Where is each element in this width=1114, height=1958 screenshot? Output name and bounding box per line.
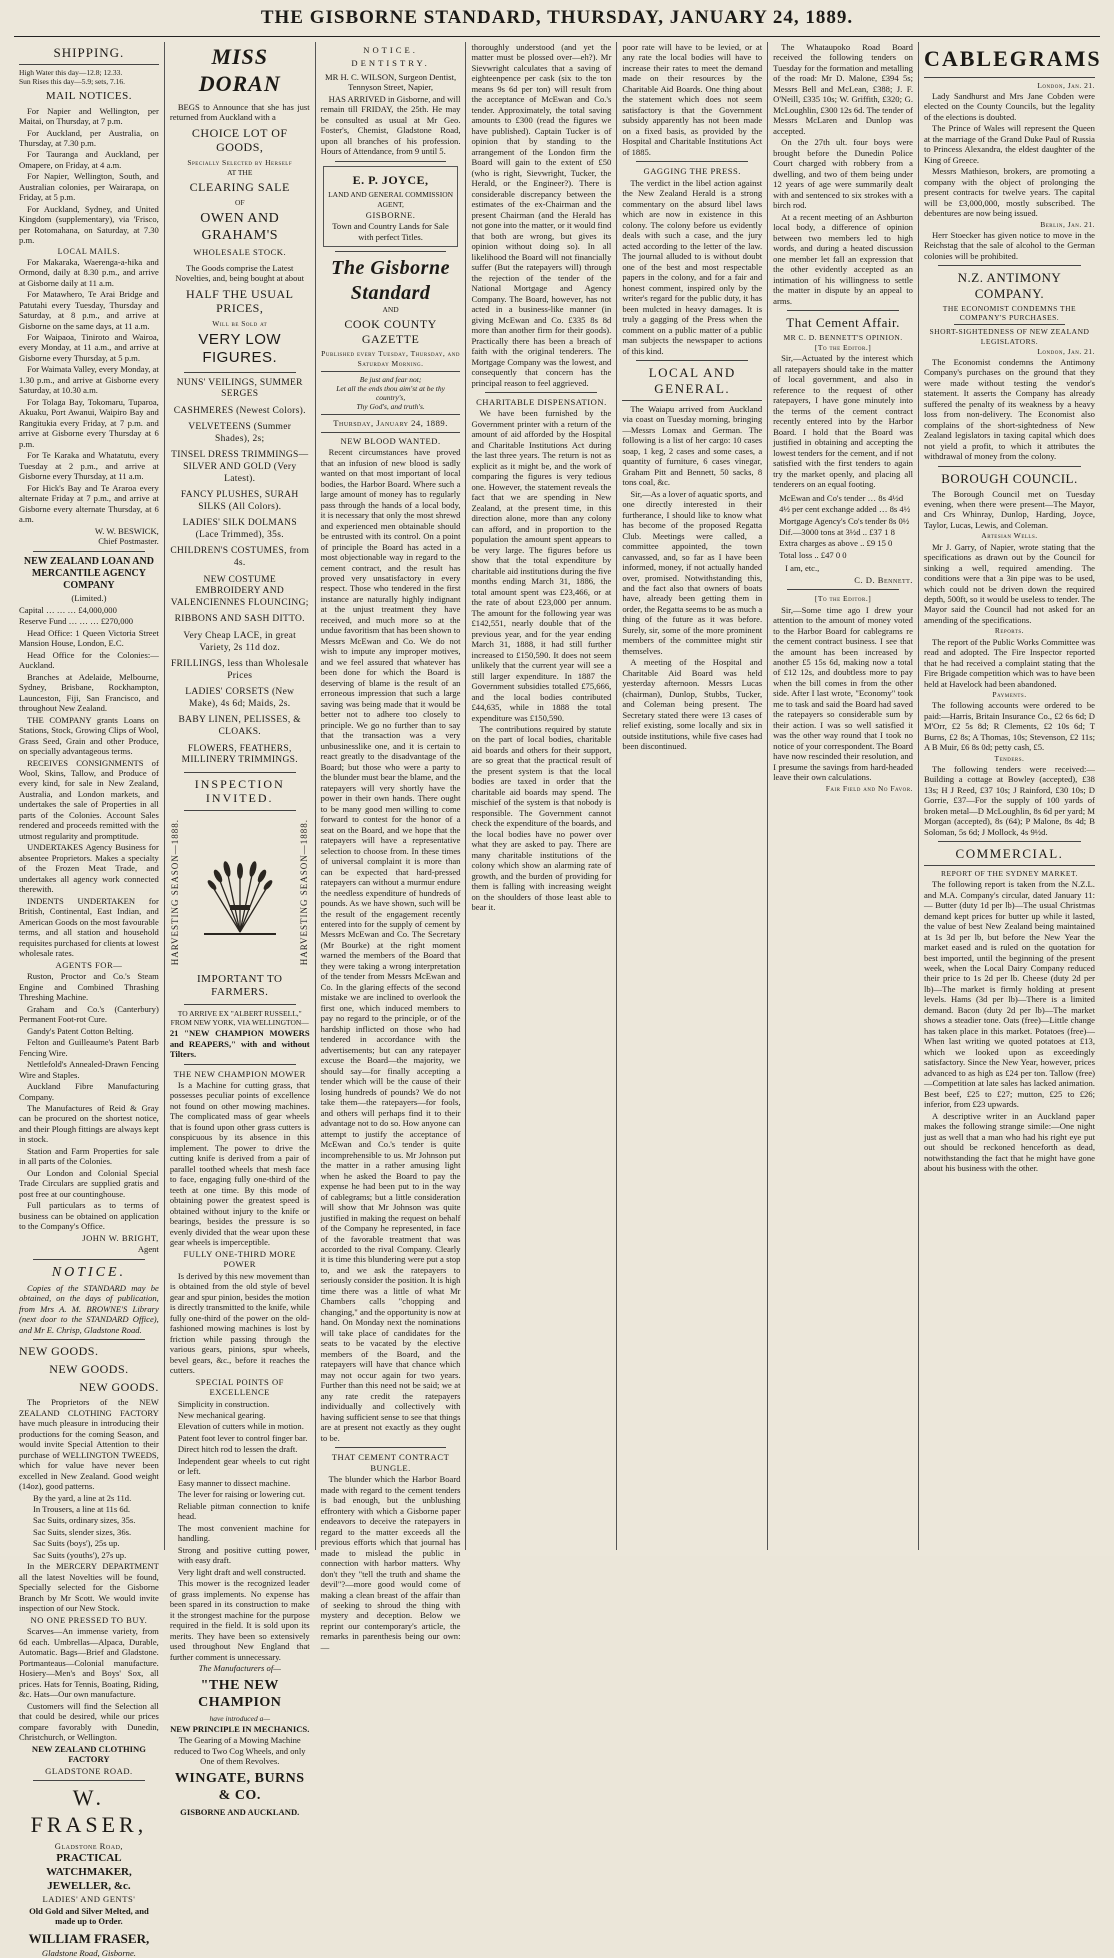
local-mail-item: For Makaraka, Waerenga-a-hika and Ormond, daily at 8.30 p.m., and arrive at Gisborne daily at 11 a.m. (19, 256, 159, 288)
charitable-text-2: The contributions required by statute on the part of local bodies, charitable aid boards and others for their support, are so great that the practical result of the present system is that the local bodies are taxed in order that the charitable aid boards may spend. The mischief of the system is that nobody is responsible. The Government cannot check the expenditure of the boards, and the local bodies have no power over what they are asked to pay. There are many charitable institutions of the colony which show an alarming rate of growth, and the burden of providing for them is falling with increasing weight on the shoulders of those least able to bear it. (471, 724, 612, 913)
mail-item: For Napier and Wellington, per Maitai, on Thursday, at 7 p.m. (19, 105, 159, 127)
doran-item: FANCY PLUSHES, SURAH SILKS (All Colors). (180, 490, 299, 512)
shipping-heading: SHIPPING. (53, 45, 125, 60)
paper-gazette: COOK COUNTY GAZETTE (344, 317, 437, 346)
rule (19, 64, 159, 65)
masthead-rule (14, 36, 1100, 37)
new-goods-1: NEW GOODS. (19, 1344, 99, 1359)
paper-title: The Gisborne Standard (331, 257, 450, 304)
rule (636, 161, 748, 162)
nzl-colony-office: Head Office for the Colonies:—Auckland. (19, 649, 159, 671)
special-item: Reliable pitman connection to knife head. (177, 1500, 310, 1522)
fraser-heading: W. FRASER, (30, 1785, 148, 1837)
champion-21: 21 "NEW CHAMPION MOWERS and REAPERS," with and without Tilters. (169, 1028, 310, 1060)
special-item: Simplicity in construction. (177, 1398, 270, 1409)
rule (184, 772, 296, 773)
doran-item: Very Cheap LACE, in great Variety, 2s 11d doz. (183, 630, 297, 653)
motto: Be just and fear not; Let all the ends thou aim'st at be thy country's, Thy God's, and truth's. (336, 374, 445, 412)
doran-goods-comprise: The Goods comprise the Latest Novelties, and, being bought at about (175, 262, 305, 284)
blood-heading: NEW BLOOD WANTED. (340, 435, 441, 446)
column-4 (466, 42, 617, 1550)
mercery-text: In the MERCERY DEPARTMENT all the latest Novelties will be found, Specially selected for the Gisborne Branch by Mr Scott. We would invite inspection of our New Stock. (19, 1561, 159, 1614)
cable-london-2: London, Jan. 21. (1037, 346, 1095, 356)
prices-list (19, 1493, 159, 1561)
rule (184, 810, 296, 811)
doran-item: FRILLINGS, less than Wholesale Prices (170, 659, 309, 681)
joyce-text: Town and Country Lands for Sale with perfect Titles. (332, 221, 449, 242)
cement-sig: I am, etc., (785, 563, 820, 574)
blood-text: Recent circumstances have proved that an infusion of new blood is sadly wanted on that most important of local bodies, the Harbor Board. Where such a large amount of money has to regularly pass through the hands of a local body, it is necessary that only the most shrewd and experienced men obtainable should be entrusted with its control. On a point of principle the Board has acted in a most objectionable way in regard to the cement contract, and the result has proved very unsatisfactory in every respect. Those who tendered in the first instance are naturally highly indignant at the unjust treatment they have received, and much more so at the undue favoritism that has been shown to Messrs McEwan and Co. We do not wish to impute any improper motives, and we feel assured that whatever has been done for which the Board is deserving of blame is the result of an erroneous impression that such a large saving was being made that it would be better not to adhere too closely to principle. We go no further than to say that the transaction was a very unbusinesslike one, and it is certain to react greatly to the disadvantage of the Board; but those who were a party to the blunder must bear the blame, and the ratepayers will very shortly have the power in their own hands. There ought to be many good men willing to come forward to contest for the honor of a seat on the Board, and we hope that the ratepayers will have a representative selection to choose from. In these times of universal complaint it is more than can be expected that hard-pressed ratepayers can without a murmur endure the needless expenditure of hundreds of pounds. As we have shown, such will be the result of the engagement recently entered into for the supply of cement by Messrs McEwan and Co. The Secretary (Mr Bourke) at the right moment warned the members of the Board that they were taking a wrong interpretation of the tender from Messrs McEwan and Co. In the glaring effects of the second mistake we are inclined to overlook the first one, which induced members to pay no regard to the principle, or of the hardship inflicted on those who had tendered in accordance with the advertisements; but can any ratepayer excuse the Board—the majority, we should say—for finally accepting a tender which will be the cause of their losing hundreds of pounds? We do not take them—the ratepayers—for fools, and others will perhaps find it to their advantage not to do so. How anyone can attempt to justify the acceptance of McEwan and Co.'s tender is quite incomprehensible to us. Mr Johnson put the matter in a rather amusing light when he asked the Board to pay the expense he had been put to in the way of cablegrams; but a little consideration will show that Mr Johnson was quite justified in making the request on behalf of the Company he represented, in face of the favorable treatment that was accorded to the rival Company. Clearly it is time this blundering were put a stop to, and we ask the ratepayers to seriously consider the position. It is high time there was a little of what Mr Chambers calls "chopping and changing," and the opportunity is now at hand. On Monday next the nominations will take place of candidates for the seats to be vacated by the elective members of the Board, and the ratepayers will have that chance which may not occur again for two years. Further than this need not be said; we at any rate credit the ratepayers individually and collectively with having sufficient sense to see that things are at present not exactly as they ought to be. (320, 447, 461, 1443)
doran-item: FLOWERS, FEATHERS, MILLINERY TRIMMINGS. (181, 743, 298, 766)
dentistry-heading: DENTISTRY. (351, 58, 430, 69)
local-mail-item: For Te Karaka and Whatatutu, every Tuesday at 2 p.m., and arrive at Gisborne every Thursday, at 11 a.m. (19, 450, 159, 482)
rule (335, 1447, 447, 1448)
agent-item: Nettlefold's Annealed-Drawn Fencing Wire and Staples. (19, 1059, 159, 1080)
column-6 (768, 42, 919, 1550)
doran-intro: BEGS to Announce that she has just returned from Auckland with a (169, 101, 310, 123)
fraser-signature-road: Gladstone Road, Gisborne. (41, 1947, 136, 1958)
mail-item: For Napier, Wellington, South, and Australian colonies, per Wairarapa, on Friday, at 5 p.m. (19, 171, 159, 203)
c3-notice-heading: NOTICE. (363, 45, 418, 55)
goods-list: Scarves—An immense variety, from 6d each. Umbrellas—Alpaca, Durable, Automatic. Bags—Brief and Gladstone. Portmanteaus—Colonial manufacture. Hosiery—Men's and Boys' Sox, all prices. Hats for Tennis, Boating, Riding, &c. Hats—Our own manufacture. (19, 1626, 159, 1700)
special-item: Easy manner to dissect machine. (177, 1477, 291, 1488)
letter2-to: [To the Editor.] (814, 594, 872, 604)
rule (335, 251, 447, 252)
wheat-sheaf-icon (200, 847, 280, 937)
mail-item: For Auckland, Sydney, and United Kingdom (supplementary), via 'Frisco, per Rotomahana, on Saturday, at 7.30 p.m. (19, 203, 159, 246)
borough-text: The Borough Council met on Tuesday evening, when there were present—The Mayor, and Crs Whinray, Dunlop, Harding, Joyce, Taylor, Lucas, Lewis, and Coleman. (923, 488, 1095, 530)
cable-4: Herr Stoecker has given notice to move in the Reichstag that the sale of alcohol to the German colonies will be prohibited. (923, 229, 1095, 261)
local-mail-item: For Waipaoa, Tiniroto and Wairoa, every Monday, at 11 a.m., and arrive at Gisborne every Thursday, at 5 p.m. (19, 331, 159, 363)
none-pressed: NO ONE PRESSED TO BUY. (30, 1614, 148, 1625)
price-item: By the yard, a line at 2s 11d. (33, 1492, 132, 1503)
cement-sig-name: C. D. Bennett. (854, 574, 913, 585)
special-heading: SPECIAL POINTS OF EXCELLENCE (195, 1376, 284, 1398)
new-principle: NEW PRINCIPLE IN MECHANICS. (170, 1723, 310, 1734)
agent-item: Gandy's Patent Cotton Belting. (27, 1025, 134, 1036)
nzl-manufactures: The Manufactures of Reid & Gray can be procured on the shortest notice, and their Plough fittings are always kept in stock. (19, 1103, 159, 1145)
doran-selected: Specially Selected by Herself (187, 157, 293, 167)
doran-of: OF (234, 197, 245, 207)
column-3 (316, 42, 467, 1652)
wingate-name: WINGATE, BURNS & CO. (174, 1770, 305, 1803)
c6-text-2: On the 27th ult. four boys were brought before the Dunedin Police Court charged with robbery from a dwelling, and two of them being under 12 years of age were summarily dealt with and sentenced to six strokes with a birch rod. (773, 137, 913, 211)
cable-2: The Prince of Wales will represent the Queen at the marriage of the Grand Duke Paul of Russia to Princess Alexandra, the eldest daughter of the King of Greece. (923, 123, 1095, 165)
nzcf-text: The Proprietors of the NEW ZEALAND CLOTHING FACTORY have much pleasure in introducing their productions for the coming Season, and would invite Special Attention to their purchase of WELLINGTON TWEEDS, which for value have never been excelled in New Zealand. Good weight (14oz), good patterns. (19, 1397, 159, 1492)
c6-text-1: The Whataupoko Road Board received the following tenders on Tuesday for the formation and metalling of the road: Mr D. Malone, £394 5s; Messrs Bell and McLean, £388; J. F. O'Neill, £335 10s; W. Griffith, £320; G. McLoughlin, £300 12s 6d. The tender of Messrs McLaren and Dunlop was accepted. (773, 42, 913, 136)
agent-item: Felton and Guilleaume's Patent Barb Fencing Wire. (19, 1037, 159, 1058)
nzl-reserve: Reserve Fund … … … £270,000 (19, 616, 134, 627)
gagging-text: The verdict in the libel action against the New Zealand Herald is a strong commentary on the absurd libel laws which are now in existence in this colony. The colony before us evidently deals with such a case, and the jury acted according to the letter of the law. The journal alluded to is without doubt one of the best and most respectable papers in the colony, and for a fair and honest comment, inspired only by the writer's regard for the public duty, it has been mulcted in heavy damages. It is truly a gagging of the Press when the comment on a public matter of a public man subjects the newspaper to actions of this kind. (622, 177, 763, 356)
agent-name: JOHN W. BRIGHT, (82, 1232, 159, 1243)
nzl-company-text: THE COMPANY grants Loans on Stations, Stock, Growing Clips of Wool, Grass Seed, Grain and other Produce, on specially advantageous terms. (19, 714, 159, 757)
new-goods-2: NEW GOODS. (49, 1361, 129, 1376)
doran-half-usual: HALF THE USUAL PRICES, (186, 286, 294, 316)
important-farmers: IMPORTANT TO FARMERS. (197, 972, 283, 999)
harvest-stamp-right: HARVESTING SEASON—1888. (298, 818, 309, 966)
doran-choice: CHOICE LOT OF GOODS, (191, 125, 288, 155)
rule (938, 265, 1081, 266)
special-item: Patent foot lever to control finger bar. (177, 1432, 308, 1443)
antimony-sub-2: SHORT-SIGHTEDNESS OF NEW ZEALAND LEGISLATORS. (929, 327, 1090, 346)
doran-item: RIBBONS AND SASH DITTO. (174, 614, 305, 625)
doran-item: VELVETEENS (Summer Shades), 2s; (188, 422, 292, 444)
local-mail-item: For Waimata Valley, every Monday, at 1.30 p.m., and arrive at Gisborne every Saturday, at 10.30 a.m. (19, 364, 159, 396)
borough-heading: BOROUGH COUNCIL. (941, 470, 1078, 486)
rule (924, 77, 1095, 78)
cement-affair-to: [To the Editor.] (814, 343, 872, 353)
notice-text: Copies of the STANDARD may be obtained, on the days of publication, from Mrs A. M. BROWNE'S Library (next door to the STANDARD Office), and Mr E. Chrisp, Gladstone Road. (19, 1282, 159, 1335)
paper-and: AND (382, 304, 399, 314)
mail-heading: MAIL NOTICES. (45, 90, 132, 103)
doran-item: NUNS' VEILINGS, SUMMER SERGES (176, 377, 303, 400)
column-2 (165, 42, 316, 1818)
price-item: In Trousers, a line at 11s 6d. (33, 1504, 131, 1514)
rule (954, 324, 1065, 325)
issue-date: Thursday, January 24, 1889. (333, 418, 448, 429)
rule (33, 1259, 145, 1260)
wilson-name: MR H. C. WILSON, Surgeon Dentist, Tennyson Street, Napier, (324, 71, 457, 93)
doran-items (170, 378, 310, 767)
special-item: The most convenient machine for handling. (177, 1522, 310, 1544)
harvest-stamp (170, 817, 310, 967)
price-item: Sac Suits, slender sizes, 36s. (33, 1526, 132, 1537)
nzl-heading: NEW ZEALAND LOAN AND MERCANTILE AGENCY COMPANY (23, 555, 154, 592)
commercial-heading: COMMERCIAL. (955, 846, 1064, 862)
charitable-heading: CHARITABLE DISPENSATION. (476, 396, 607, 407)
cable-3: Messrs Mathieson, brokers, are promoting a company with the object of prolonging the present contracts for twelve years. The capital will be £3,000,000, mostly subscribed. The debentures are now being issued. (923, 166, 1095, 219)
nzl-station: Station and Farm Properties for sale in all parts of the Colonies. (19, 1145, 159, 1167)
nzl-particulars: Full particulars as to terms of business can be obtained on application to the Company's Office. (19, 1200, 159, 1232)
antimony-heading: N.Z. ANTIMONY COMPANY. (957, 270, 1062, 302)
nzl-circulars: Our London and Colonial Special Trade Circulars are supplied gratis and post free at our countinghouse. (19, 1167, 159, 1199)
nzl-indents: INDENTS UNDERTAKEN for British, Continental, East Indian, and American Goods on the most favourable terms, and all station and household requisites purchased for clients at lowest wholesale rates. (19, 895, 159, 959)
agents-list (19, 971, 159, 1102)
sydney-text: The following report is taken from the N.Z.L. and M.A. Company's circular, dated January 11:— Butter (duty 1d per lb)—The usual Christmas demand kept prices for butter up while it lasted, the value of best New Zealand being maintained at 1s 3d per lb, but before the New Year the market eased and is ruled on the quotation for best imported, until the beginning of the present week, when the Local Dairy Company reduced their price to 1s 2d per lb. Cheese (duty 2d per lb)—The market is firmly holding at present levels. Hams (3d per lb)—There is a limited demand. Bacon (duty 2d per lb)—The market shows a steadier tone. Oats (free)—Little change has taken place in this market. Potatoes (free)—When last writing we quoted potatoes at £13, which we looked upon as exceedingly satisfactory. Since the New Year, however, prices advanced to as high as £24 per ton. Tallow (free)—Competition at late sales has lacked animation. Best beef, £25 to £27; mutton, £25 to £26; inferior, from £23 upwards. (923, 879, 1095, 1110)
rule (938, 841, 1081, 842)
recognized-text: This mower is the recognized leader of grass implements. No expense has been spared in its construction to make it the strongest machine for the purpose required in the field. It is sold upon its merits. They have been so extensively used throughout New England that further comment is unnecessary. (169, 1578, 310, 1662)
fraser-ladies: LADIES' AND GENTS' (42, 1894, 136, 1905)
doran-heading: MISS DORAN (198, 44, 281, 96)
rule (335, 161, 447, 162)
local-mail-list (19, 257, 159, 525)
fraser-signature: WILLIAM FRASER, (28, 1930, 150, 1946)
champion-name: "THE NEW CHAMPION (198, 1677, 282, 1710)
joyce-town: GISBORNE. (365, 209, 416, 220)
local-text-1: The Waiapu arrived from Auckland via coast on Tuesday morning, bringing—Messrs Lomax and German. The following is a list of her cargo: 10 cases soap, 1 keg, 2 cases and some cases, a quantity of furniture, 6 cases vinegar, Graham Pitt and Bennett, 50 sacks, 8 tons coal, &c. (622, 403, 763, 488)
special-item: Direct hitch rod to lessen the draft. (177, 1444, 298, 1455)
rule (485, 392, 597, 393)
rule (184, 1004, 296, 1005)
gagging-heading: GAGGING THE PRESS. (643, 166, 741, 177)
joyce-box (323, 166, 459, 247)
calc-line: Total loss .. £47 0 0 (779, 549, 847, 560)
doran-at-the: AT THE (227, 168, 253, 178)
column-1 (14, 42, 165, 1958)
nzcf-road: GLADSTONE ROAD. (45, 1765, 133, 1776)
price-item: Sac Suits (youths'), 27s up. (33, 1549, 127, 1560)
c4-cont-text: thoroughly understood (and yet the matter must be plossed over—eh?). Mr Sievwright calculates that a saving of eighteenpence per cask (six to the ton means 9s 6d per ton) will result from the acceptance of McEwan and Co.'s tender. Approximately, the total saving amounts to £300 (read the figures we have published). Captain Tucker is of opinion that by standing to the arrangement of the London firm the Board will gain to the extent of £50 (who is right, Sievwright, Tucker, the Herald, or the Engineer?). There is considerable discrepancy between the estimates of the ex-Chairman and the present Chairman (and the Herald has not gone into the matter, or it would find that both are wrong, but gives its opinion without doing so). In all likelihood the Board will not financially suffer (But the ratepayers will) through the rejection of the tender of the National Mortgage and Agency Company. The Board, however, has not acted in a business-like manner (in giving McEwan and Co. £335 8s 8d more than another firm for their goods). Practically there has been a breach of faith with the original tenderers. The Mortgage Company was the lowest, and consequently that concern has the principal reason to feel aggrieved. (471, 42, 612, 388)
gearing-text: The Gearing of a Mowing Machine reduced to Two Cog Wheels, and only One of them Revolves. (173, 1735, 306, 1767)
column-7 (919, 42, 1100, 1550)
nzcf-name: NEW ZEALAND CLOTHING FACTORY (31, 1743, 146, 1765)
cable-1: Lady Sandhurst and Mrs Jane Cobden were elected on the County Councils, but the legality of the elections is doubted. (923, 90, 1095, 122)
agent-item: Auckland Fibre Manufacturing Company. (19, 1081, 159, 1102)
rule (787, 589, 899, 590)
doran-owen: OWEN AND GRAHAM'S (200, 210, 280, 243)
reports-text: The report of the Public Works Committee was read and adopted. The Fire Inspector reported that he had received a complaint stating that the Fire Brigade competition which was to have been held at Havelock had been abandoned. (923, 636, 1095, 689)
letter2-text: Sir,—Some time ago I drew your attention to the amount of money voted to the Harbor Board for cablegrams re the cement contract business. I see that the amount has been increased by another £5 15s 6d, making now a total of £12 12s, and doubtless more to pay when the bill comes in from the other side. After I last wrote, "Economy" took me to task and said the Board had saved the ratepayers so considerable sum by their action. I was so well satisfied it was the other way round that I took no notice of your correspondent. The Board have now rescinded their resolution, and I presume the savings from hard-headed leave their own calculations. (773, 604, 913, 783)
doran-inspection: INSPECTION INVITED. (194, 776, 285, 806)
payments-heading: Payments. (992, 690, 1027, 700)
special-list (170, 1399, 310, 1578)
cablegrams-heading: CABLEGRAMS (923, 46, 1102, 71)
reports-heading: Reports. (994, 626, 1025, 636)
rule (33, 551, 145, 552)
mower-text: Is a Machine for cutting grass, that possesses peculiar points of excellence not found on other mowing machines. The complicated mass of gear wheels that is found upon other grass cutters is conspicuous by its absence in this implement. The power to drive the cutting knife is derived from a pair of parallel toothed wheels that mesh face to face, engaging fully one-third of the teeth at one time. By this mode of obtaining power the greatest speed is obtained without injury to the knife or bearings, besides the pressure is so evenly divided that the wear upon these gear wheels is imperceptible. (169, 1079, 310, 1248)
calc-line: Dif.—3000 tons at 3½d .. £37 1 8 (779, 527, 895, 537)
cement-affair-sub: MR C. D. BENNETT'S OPINION. (783, 332, 903, 342)
local-heading: LOCAL AND GENERAL. (648, 365, 736, 396)
columns (14, 42, 1102, 1958)
fraser-trade-2: JEWELLER, &c. (47, 1880, 131, 1893)
last-text: A descriptive writer in an Auckland paper makes the following strange simile:—One night just as well that a man who had his right eye put out should be reckoned henceforth as dead, notwithstanding the fact that he might have gone about his business with the other. (923, 1110, 1095, 1174)
rule (321, 414, 461, 415)
harvest-stamp-left: HARVESTING SEASON—1888. (169, 818, 180, 966)
rule (33, 1780, 145, 1781)
rule (184, 1064, 296, 1065)
masthead-title: THE GISBORNE STANDARD, THURSDAY, JANUARY 24, 1889. (260, 7, 854, 28)
calc-line: Mortgage Agency's Co's tender 8s 0½ (779, 515, 910, 526)
joyce-name: E. P. JOYCE, (352, 172, 429, 187)
cable-london-1: London, Jan. 21. (1037, 80, 1095, 90)
letter2-sig: Fair Field and No Favor. (825, 783, 913, 793)
price-item: Sac Suits (boys'), 25s up. (33, 1538, 120, 1549)
rule (622, 400, 762, 401)
calc-line: McEwan and Co's tender … 8s 4½d (779, 492, 904, 503)
sydney-heading: REPORT OF THE SYDNEY MARKET. (941, 868, 1078, 878)
doran-wholesale: WHOLESALE STOCK. (193, 247, 287, 258)
calc-list (773, 493, 913, 561)
cement-affair-text: Sir,—Actuated by the interest which all ratepayers should take in the matter of local government, and also in reference to the request of other ratepayers, I have gone minutely into the terms of the cement contract recently entered into by the Harbor Board. I hold that the Board was justified in obtaining and accepting the lowest tenders for the cement, and if not satisfied with the first tenders to again try the market openly, and placing all tenderers on an equal footing. (773, 353, 913, 490)
calc-line: Extra charges as above .. £9 15 0 (779, 538, 893, 549)
tenders-heading: Tenders. (994, 753, 1025, 763)
paper-pub: Published every Tuesday, Thursday, and Saturday Morning. (321, 349, 460, 368)
local-mail-item: For Matawhero, Te Arai Bridge and Patutahi every Tuesday, Thursday and Saturday, at 8 p.m., and arrive at Gisborne on the same days, at 11 a.m. (19, 289, 159, 331)
column-5 (617, 42, 768, 1550)
mail-item: For Tauranga and Auckland, per Omapere, on Friday, at 4 a.m. (19, 149, 159, 170)
rule (321, 371, 461, 372)
champion-sub: have introduced a— (209, 1713, 271, 1723)
nzl-limited: (Limited.) (71, 593, 107, 604)
onethird-text: Is derived by this new movement than is obtained from the old style of bevel gear and spur pinion, besides the motion is directly transmitted to the knife, while fully one-third of the power on the old-fashioned mowing machines is lost by friction while passing through the various gears, pinions, spur wheels, bevel gears, &c., before it reaches the cutters. (169, 1270, 310, 1376)
artesian-heading: Artesian Wells. (981, 531, 1038, 541)
doran-item: NEW COSTUME EMBROIDERY AND VALENCIENNES FLOUNCING; (170, 574, 309, 608)
rule (321, 432, 461, 433)
doran-item: CASHMERES (Newest Colors). (173, 405, 306, 416)
customers-text: Customers will find the Selection all that could be desired, while our prices compare favorably with Dunedin, Christchurch, or Wellington. (19, 1700, 159, 1743)
local-mail-item: For Hick's Bay and Te Araroa every alternate Friday at 7 p.m., and arrive at Gisborne every alternate Thursday, at 6 a.m. (19, 482, 159, 525)
doran-item: LADIES' SILK DOLMANS (Lace Trimmed), 35s. (182, 518, 297, 540)
nzl-branches: Branches at Adelaide, Melbourne, Sydney, Brisbane, Rockhampton, Launceston, Fiji, San Francisco, and throughout New Zealand. (19, 671, 159, 714)
masthead (14, 6, 1100, 42)
price-item: Sac Suits, ordinary sizes, 35s. (33, 1515, 136, 1526)
special-item: The lever for raising or lowering cut. (177, 1489, 306, 1500)
doran-will-be: Will be Sold at (212, 318, 268, 328)
mower-heading: THE NEW CHAMPION MOWER (173, 1068, 306, 1079)
agent-item: Ruston, Proctor and Co.'s Steam Engine and Combined Thrashing Threshing Machine. (19, 971, 159, 1003)
special-item: Elevation of cutters while in motion. (177, 1421, 304, 1432)
local-mail-item: For Tolaga Bay, Tokomaru, Tuparoa, Akuaku, Port Awanui, Waipiro Bay and Rangitukia every Friday, at 7 p.m. and arrive at Gisborne every Thursday at 6 p.m. (19, 396, 159, 449)
mail-list (19, 106, 159, 246)
rule (636, 360, 748, 361)
new-goods-3: NEW GOODS. (79, 1379, 159, 1394)
agent-title: Agent (137, 1244, 159, 1255)
rule (924, 865, 1095, 866)
nzl-receives: RECEIVES CONSIGNMENTS of Wool, Skins, Tallow, and Produce of every kind, for sale in New Zealand, Australia, and London markets, and undertakes the sale of Properties in all parts of the Colonies. Account Sales rendered and proceeds remitted with the utmost regularity and promptitude. (19, 757, 159, 841)
local-text-2: Sir,—As a lover of aquatic sports, and one directly interested in their furtherance, I should like to know what has become of the proposed Regatta Club. Meetings were called, a committee appointed, the town canvassed, and, so far as I have been informed, money, if not actually handed over, promised. Notwithstanding this, and the fact also that owners of boats have, already been getting them in order, the Regatta seems to be as much a thing of the future as it was before. Surely, sir, some of the more prominent members of the committee might stir themselves. (622, 488, 763, 656)
wingate-sub: GISBORNE AND AUCKLAND. (180, 1807, 300, 1818)
agent-item: Graham and Co.'s (Canterbury) Permanent Foot-rot Cure. (19, 1003, 159, 1025)
rule (184, 372, 296, 373)
rule (33, 1339, 145, 1340)
artesian-text: Mr J. Garry, of Napier, wrote stating that the specifications as drawn out by the Council for sinking a well, required amending. The conditions were that a 3in pipe was to be used, which could not be driven down the required depth, 500ft, so it would be useless to tender. The Mayor said the Council had not asked for an amending of the specifications. (923, 541, 1095, 625)
rule (938, 466, 1081, 467)
doran-item: CHILDREN'S COSTUMES, from 4s. (170, 546, 310, 569)
postmaster: W. W. BESWICK, Chief Postmaster. (94, 525, 159, 547)
wilson-text: HAS ARRIVED in Gisborne, and will remain till FRIDAY, the 25th. He may be consulted as usual at Mr Geo. Foster's, Chemist, Gladstone Road, upon all branches of his profession. Hours of Attendance, from 9 until 5. (320, 93, 461, 157)
tenders-text: The following tenders were received:—Building a cottage at Bowley (accepted), £38 13s; H J Reed, £37 10s; J Rainford, £30 10s; D Gorrie, £37—For the supply of 100 yards of broken metal—D McLoughlin, 8s 6d per yard; M Morgan (accepted), 8s (64); P Malone, 8s 4d; B Soloman, 5s 6d; J Mollock, 4s 9½d. (923, 763, 1095, 837)
special-item: New mechanical gearing. (177, 1410, 266, 1420)
nzl-head-office: Head Office: 1 Queen Victoria Street Mansion House, London, E.C. (19, 627, 159, 649)
onethird-heading: FULLY ONE-THIRD MORE POWER (183, 1248, 296, 1270)
nzl-capital: Capital … … … £4,000,000 (19, 604, 117, 615)
antimony-sub: THE ECONOMIST CONDEMNS THE COMPANY'S PURCHASES. (942, 304, 1077, 323)
special-item: Strong and positive cutting power, with easy draft. (177, 1544, 310, 1566)
manufacturers: The Manufacturers of— (198, 1663, 281, 1674)
calc-line: 4½ per cent exchange added … 8s 4½ (779, 504, 911, 515)
fraser-road: Gladstone Road, (54, 1840, 124, 1851)
fraser-trade-1: PRACTICAL WATCHMAKER, (46, 1852, 132, 1878)
fraser-gold: Old Gold and Silver Melted, and made up to Order. (29, 1905, 149, 1927)
charitable-text: We have been furnished by the Government printer with a return of the amount of aid afforded by the Hospital and Charitable Institutions Act during the last three years. The return is not as explicit as it might be, and the work of comparing the figures is very tedious one. However, the statement reveals the fact that we are spending in New Zealand, at the present time, in this direction alone, more than any colony can afford, and in proportion to the population the amount spent appears to be very large. The figures before us show that the total expenditure by charitable aid institutions during the five months ending March 31, 1886, the total amount spent was £23,466, or at the rate of about £23,000 per annum. The amount for the following year was £142,551, nearly double that of the previous year, and for the year ending March 31, 1888, it had still further increased to £150,590. It does not seem unlikely that the current year will see a still larger expenditure. In 1887 the Government subsidies totalled £75,666, and the local bodies contributed £44,635, while in 1888 the total expenditure was £150,590. (471, 408, 612, 723)
mail-item: For Auckland, per Australia, on Thursday, at 7.30 p.m. (19, 127, 159, 148)
special-item: Very light draft and well constructed. (177, 1566, 306, 1577)
c6-text-3: At a recent meeting of an Ashburton local body, a difference of opinion between two members led to high words, and during a heated discussion one member let fall an expression that the other evidently accepted as an intimation of his willingness to settle the matter in dispute by an appeal to arms. (773, 211, 913, 306)
nzl-undertakes: UNDERTAKES Agency Business for absentee Proprietors. Makes a specialty of the Frozen Meat Trade, and undertakes all agency work connected therewith. (19, 842, 159, 895)
c5-text-1: poor rate will have to be levied, or at any rate the local bodies will have to increase their rates to meet the demand made on their resources by the Charitable Aid Boards. One thing about the statement which does not seem satisfactory is that the Government subsidy apparently has not been made on a fixed basis, as provided by the Hospital and Charitable Institutions Act of 1885. (622, 42, 763, 157)
doran-clearing: CLEARING SALE (189, 180, 290, 195)
notice-heading: NOTICE. (51, 1264, 127, 1280)
cement-text: The blunder which the Harbor Board made with regard to the cement tenders is bad enough, but the unblushing effrontery with which a Gisborne paper endeavors to deceive the ratepayers in regard to the matter exceeds all the previous efforts which that journal has made to mislead the public in connection with harbor matters. Why don't they "tell the truth and shame the devil"?—more good would come of making a clean breast of the affair than of seeking to shroud the thing with mystery and deception. Below we reprint our contemporary's article, the remarks in parenthesis being our own:— (320, 1474, 461, 1652)
special-item: Independent gear wheels to cut right or left. (177, 1455, 310, 1477)
doran-item: LADIES' CORSETS (New Make), 4s 6d; Maids, 2s. (185, 687, 295, 709)
arrive-ex: TO ARRIVE EX "ALBERT RUSSELL," FROM NEW YORK, VIA WELLINGTON— (170, 1008, 309, 1027)
doran-item: TINSEL DRESS TRIMMINGS—SILVER AND GOLD (Very Latest). (171, 450, 309, 484)
tides: High Water this day—12.8; 12.33. Sun Rises this day—5.9; sets, 7.16. (19, 67, 126, 86)
cable-berlin: Berlin, Jan. 21. (1040, 219, 1095, 229)
cement-heading: THAT CEMENT CONTRACT BUNGLE. (331, 1452, 450, 1473)
antimony-text: The Economist condemns the Antimony Company's purchases on the ground that they were made without testing the vendor's statement. It asserts the Company has already suffered the penalty of its weakness by a heavy loss from non-delivery. The Economist also complains of the short-sightedness of New Zealand legislators in taxing capital which does not yield a profit, to which it attributes the withdrawal of money from the colony. (923, 356, 1095, 462)
rule (787, 310, 899, 311)
agents-heading: AGENTS FOR— (55, 959, 123, 970)
cement-affair-heading: That Cement Affair. (786, 315, 900, 331)
payments-text: The following accounts were ordered to be paid:—Harris, Britain Insurance Co., £2 6s 6d; D M'Orr, £2 5s 8d; R Clements, £2 10s 6d; T Burns, £2 8s; A Thomas, 10s; Stevenson, £2 11s; A B Muir, £6 8s 0d; petty cash, £5. (923, 700, 1095, 753)
joyce-title: LAND AND GENERAL COMMISSION AGENT, (328, 190, 454, 209)
local-mails-heading: LOCAL MAILS. (57, 246, 121, 256)
hospital-text: A meeting of the Hospital and Charitable Aid Board was held yesterday afternoon. Messrs Lucas (chairman), Dunlop, Stubbs, Tucker, and Coleman being present. The Secretary stated there were 13 cases of relief existing, some locally and six in outside institutions, while five cases had been discontinued. (622, 657, 763, 752)
doran-very-low: VERY LOW FIGURES. (198, 330, 282, 367)
doran-item: BABY LINEN, PELISSES, & CLOAKS. (178, 715, 301, 737)
